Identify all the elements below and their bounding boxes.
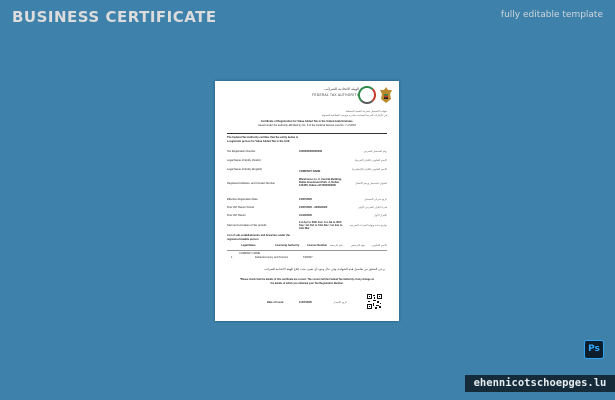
intro-ar-line-1: شهادة التسجيل لضريبة القيمة المضافة <box>345 110 387 113</box>
intro-en-line-1: The Federal Tax Authority certifies that the entity below is <box>227 136 299 139</box>
field-label: Legal Name of Entity (English) <box>227 168 263 171</box>
field-label: First VAT Return <box>227 214 246 217</box>
notice-en-line-1: *Please check that the details of this certificate are correct. The correct tell the Federal Tax Authority of any change on <box>239 278 375 281</box>
page-title: BUSINESS CERTIFICATE <box>12 8 217 26</box>
field-label-ar: الاسم القانوني للكيان (الإنجليزية) <box>352 168 387 171</box>
certificate-title-en: Certificate of Registration for Value Added Tax in the United Arab Emirates. <box>260 120 354 123</box>
field-value: Warehouse no. 2, Central Building, Dubai Investment Park -2, Dubai, 123456, Dubai +971000000000 <box>299 178 342 187</box>
field-value: 1000000000000000 <box>299 150 323 153</box>
table-header: Legal Name <box>241 244 256 247</box>
field-label: Start and end dates of Tax periods <box>227 224 267 227</box>
notice-ar: يرجى التحقق من تفاصيل هذه الشهادة، وفي حال وجود أي تغيير، يجب إبلاغ الهيئة الاتحادية للضرائب <box>264 267 385 271</box>
page-subtitle: fully editable template <box>500 10 603 20</box>
table-header-ar: جهة الترخيص <box>350 244 365 247</box>
table-header-ar: رقم الرخصة <box>329 244 343 247</box>
field-value: 01/07/2020 <box>299 198 312 201</box>
field-label: Tax Registration Number <box>227 150 256 153</box>
table-cell: Dubai Economy and Tourism <box>255 256 289 259</box>
field-label-ar: الإقرار الأول <box>374 214 387 217</box>
field-value: 31/10/2020 <box>299 214 312 217</box>
issue-date-value: 11/07/2020 <box>299 301 312 304</box>
field-value: 01/07/2020 - 30/09/2020 <box>299 206 328 209</box>
photoshop-icon: Ps <box>584 340 604 359</box>
certificate-document <box>215 81 399 321</box>
table-header-ar: الاسم القانوني <box>371 244 387 247</box>
authority-name-en: FEDERAL TAX AUTHORITY <box>312 93 359 97</box>
field-value: COMPANY NAME <box>299 170 321 173</box>
table-cell: COMPANY NAME <box>239 252 261 255</box>
divider <box>227 133 387 134</box>
issue-date-label: Date of issue: <box>267 301 285 304</box>
table-header: Licensing Authority <box>275 244 300 247</box>
authority-name-ar: الهيئة الاتحادية للضرائب <box>324 87 359 91</box>
field-label: First VAT Return Period <box>227 206 255 209</box>
notice-en-line-2: the details of which you obtained your Tax Registration Number. <box>270 282 344 285</box>
table-divider <box>227 250 387 251</box>
field-label: Registered Address, and Contact Number <box>227 182 276 185</box>
field-value: 1st Apr to 30th Jun; 1st Jul to 30th Sep; 1st Oct to 31st Dec; 1st Jan to 31st Mar <box>299 221 343 230</box>
field-label-ar: رقم التسجيل الضريبي <box>363 150 387 153</box>
list-caption-1: List of sub-establishments and branches under the <box>227 234 290 237</box>
list-caption-2: registered taxable person <box>227 238 259 241</box>
fta-logo-icon <box>358 86 376 104</box>
field-label-ar: تاريخ سريان التسجيل <box>364 198 387 201</box>
table-cell: 1 <box>231 256 233 259</box>
table-cell: TI00067 <box>303 256 313 259</box>
field-label-ar: فترة الإقرار الضريبي الأولى <box>357 206 387 209</box>
intro-en-line-2: a registrant person for Value Added Tax in the UAE <box>227 140 290 143</box>
field-label: Effective Registration Date <box>227 198 258 201</box>
field-label-ar: تواريخ بداية ونهاية الفترات الضريبية <box>349 224 387 227</box>
field-label: Legal Name of Entity (Arabic) <box>227 159 261 162</box>
certificate-header <box>215 85 399 107</box>
intro-ar-line-2: في الإمارات العربية المتحدة، صادرة بموجب الصلاحية المخولة <box>321 114 387 117</box>
field-label-ar: الاسم القانوني للكيان (العربية) <box>354 159 387 162</box>
uae-emblem-icon <box>379 86 393 104</box>
field-label-ar: العنوان المسجل ورقم الاتصال <box>355 182 387 185</box>
qr-code-icon <box>367 294 382 309</box>
watermark: ehennicotschoepges.lu <box>465 375 615 392</box>
issue-date-label-ar: تاريخ الإصدار <box>333 301 347 304</box>
certificate-issued-en: issued under the authority afforded by Art. 6 of the Federal Decree-Law No. 7 of 2016 <box>258 124 356 127</box>
table-header: License Number <box>307 244 328 247</box>
